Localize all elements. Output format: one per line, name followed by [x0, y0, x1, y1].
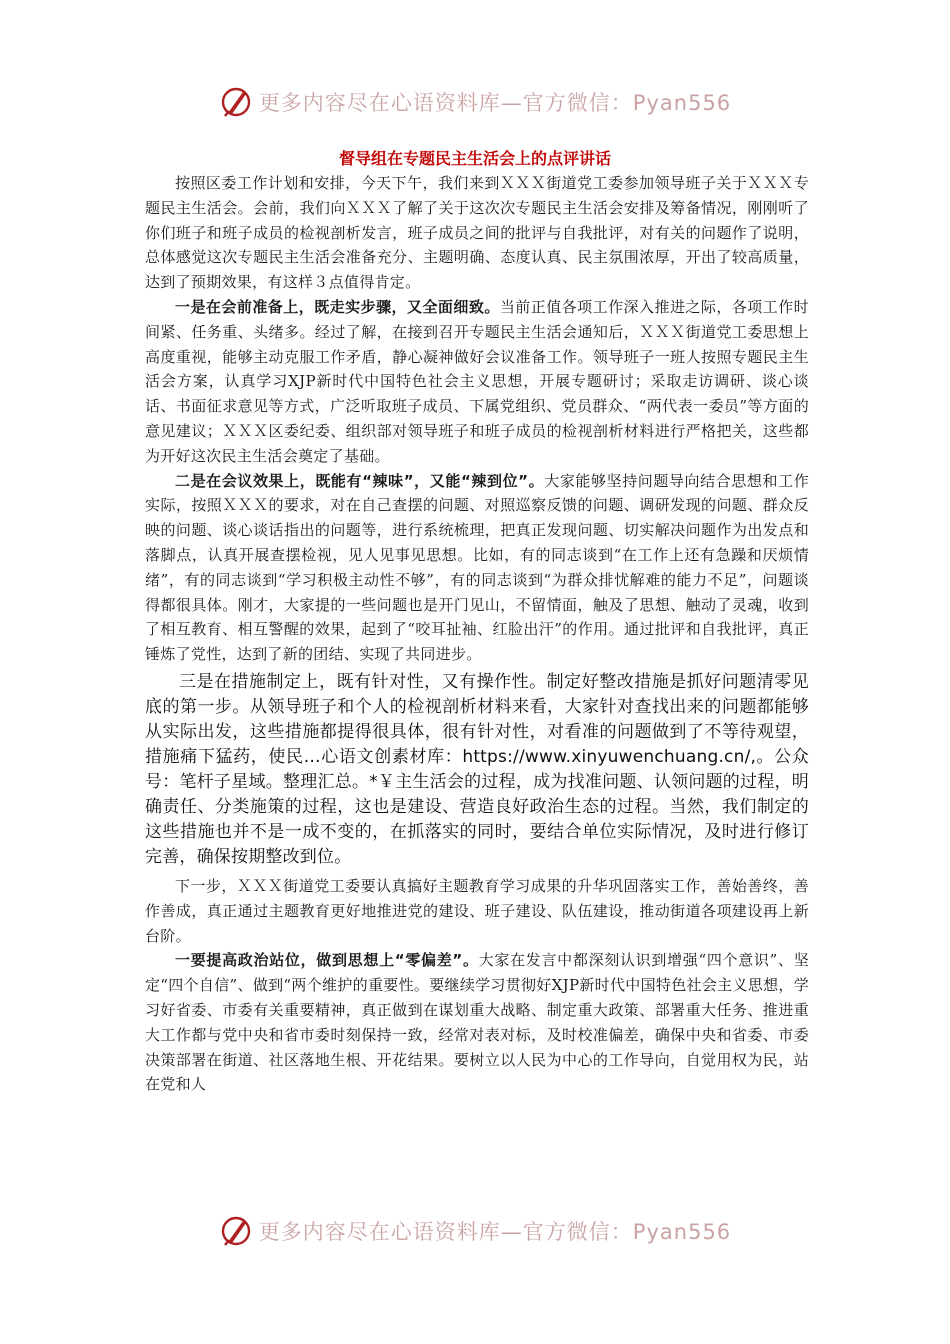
paragraph-next-steps: 下一步，ＸＸＸ街道党工委要认真搞好主题教育学习成果的升华巩固落实工作，善始善终，善作善成，真正通过主题教育更好地推进党的建设、班子建设、队伍建设，推动街道各项建设再上新台阶。 [145, 876, 809, 945]
paragraph-point-two [145, 469, 809, 667]
paragraph-intro: 按照区委工作计划和安排，今天下午，我们来到ＸＸＸ街道党工委参加领导班子关于ＸＸＸ专题民主生活会。会前，我们向ＸＸＸ了解了关于这次次专题民主生活会安排及筹备情况，刚刚听了你们班子和班子成员的检视剖析发言，班子成员之间的批评与自我批评，对有关的问题作了说明，总体感觉这次专题民主生活会准备充分、主题明确、态度认真、民主氛围浓厚，开出了较高质量，达到了预期效果，有这样３点值得肯定。 [145, 174, 809, 292]
quill-circle-icon [219, 85, 253, 119]
point-one-text: 当前正值各项工作深入推进之际，各项工作时间紧、任务重、头绪多。经过了解，在接到召开专题民主生活会通知后，ＸＸＸ街道党工委思想上高度重视，能够主动克服工作矛盾，静心凝神做好会议准备工作。领导班子一班人按照专题民主生活会方案，认真学习XJP新时代中国特色社会主义思想，开展专题研讨；采取走访调研、谈心谈话、书面征求意见等方式，广泛听取班子成员、下属党组织、党员群众、“两代表一委员”等方面的意见建议；ＸＸＸ区委纪委、组织部对领导班子和班子成员的检视剖析材料进行严格把关，这些都为开好这次民主生活会奠定了基础。 [145, 297, 809, 465]
paragraph-point-one [145, 295, 809, 469]
banner-text: 更多内容尽在心语资料库—官方微信：Pyan556 [258, 91, 732, 115]
paragraph-requirement-one [145, 948, 809, 1097]
header-watermark-banner [0, 82, 950, 122]
document-body [145, 171, 809, 1097]
point-one-heading: 一是在会前准备上，既走实步骤，又全面细致。 [175, 297, 500, 316]
paragraph-point-three: 三是在措施制定上，既有针对性，又有操作性。制定好整改措施是抓好问题清零见底的第一步。从领导班子和个人的检视剖析材料来看，大家针对查找出来的问题都能够从实际出发，这些措施都提得很具体，很有针对性，对看准的问题做到了不等待观望，措施痛下猛药，使民…心语文创素材库：https://www.xinyuwenchuang.cn/,。公众号：笔杆子星域。整理汇总。*￥主生活会的过程，成为找准问题、认领问题的过程，明确责任、分类施策的过程，这也是建设、营造良好政治生态的过程。当然，我们制定的这些措施也并不是一成不变的，在抓落实的同时，要结合单位实际情况，及时进行修订完善，确保按期整改到位。 [145, 671, 809, 867]
quill-circle-icon [219, 1214, 253, 1248]
requirement-one-heading: 一要提高政治站位，做到思想上“零偏差”。 [175, 951, 479, 970]
document-title: 督导组在专题民主生活会上的点评讲话 [338, 149, 611, 168]
banner-text: 更多内容尽在心语资料库—官方微信：Pyan556 [258, 1220, 732, 1244]
footer-watermark-banner [0, 1211, 950, 1251]
point-two-text: 大家能够坚持问题导向结合思想和工作实际，按照ＸＸＸ的要求，对在自己查摆的问题、对照巡察反馈的问题、调研发现的问题、群众反映的问题、谈心谈话指出的问题等，进行系统梳理，把真正发现问题、切实解决问题作为出发点和落脚点，认真开展查摆检视，见人见事见思想。比如，有的同志谈到“在工作上还有急躁和厌烦情绪”，有的同志谈到“学习积极主动性不够”，有的同志谈到“为群众排忧解难的能力不足”，问题谈得都很具体。刚才，大家提的一些问题也是开门见山，不留情面，触及了思想、触动了灵魂，收到了相互教育、相互警醒的效果，起到了“咬耳扯袖、红脸出汗”的作用。通过批评和自我批评，真正锤炼了党性，达到了新的团结、实现了共同进步。 [145, 471, 810, 664]
requirement-one-text: 大家在发言中都深刻认识到增强“四个意识”、坚定“四个自信”、做到“两个维护的重要性。要继续学习贯彻好XJP新时代中国特色社会主义思想，学习好省委、市委有关重要精神，真正做到在谋划重大战略、制定重大政策、部署重大任务、推进重大工作都与党中央和省市委时刻保持一致，经常对表对标，及时校准偏差，确保中央和省委、市委决策部署在街道、社区落地生根、开花结果。要树立以人民为中心的工作导向，自觉用权为民，站在党和人 [145, 951, 809, 1094]
point-two-heading: 二是在会议效果上，既能有“辣味”，又能“辣到位”。 [175, 471, 545, 490]
